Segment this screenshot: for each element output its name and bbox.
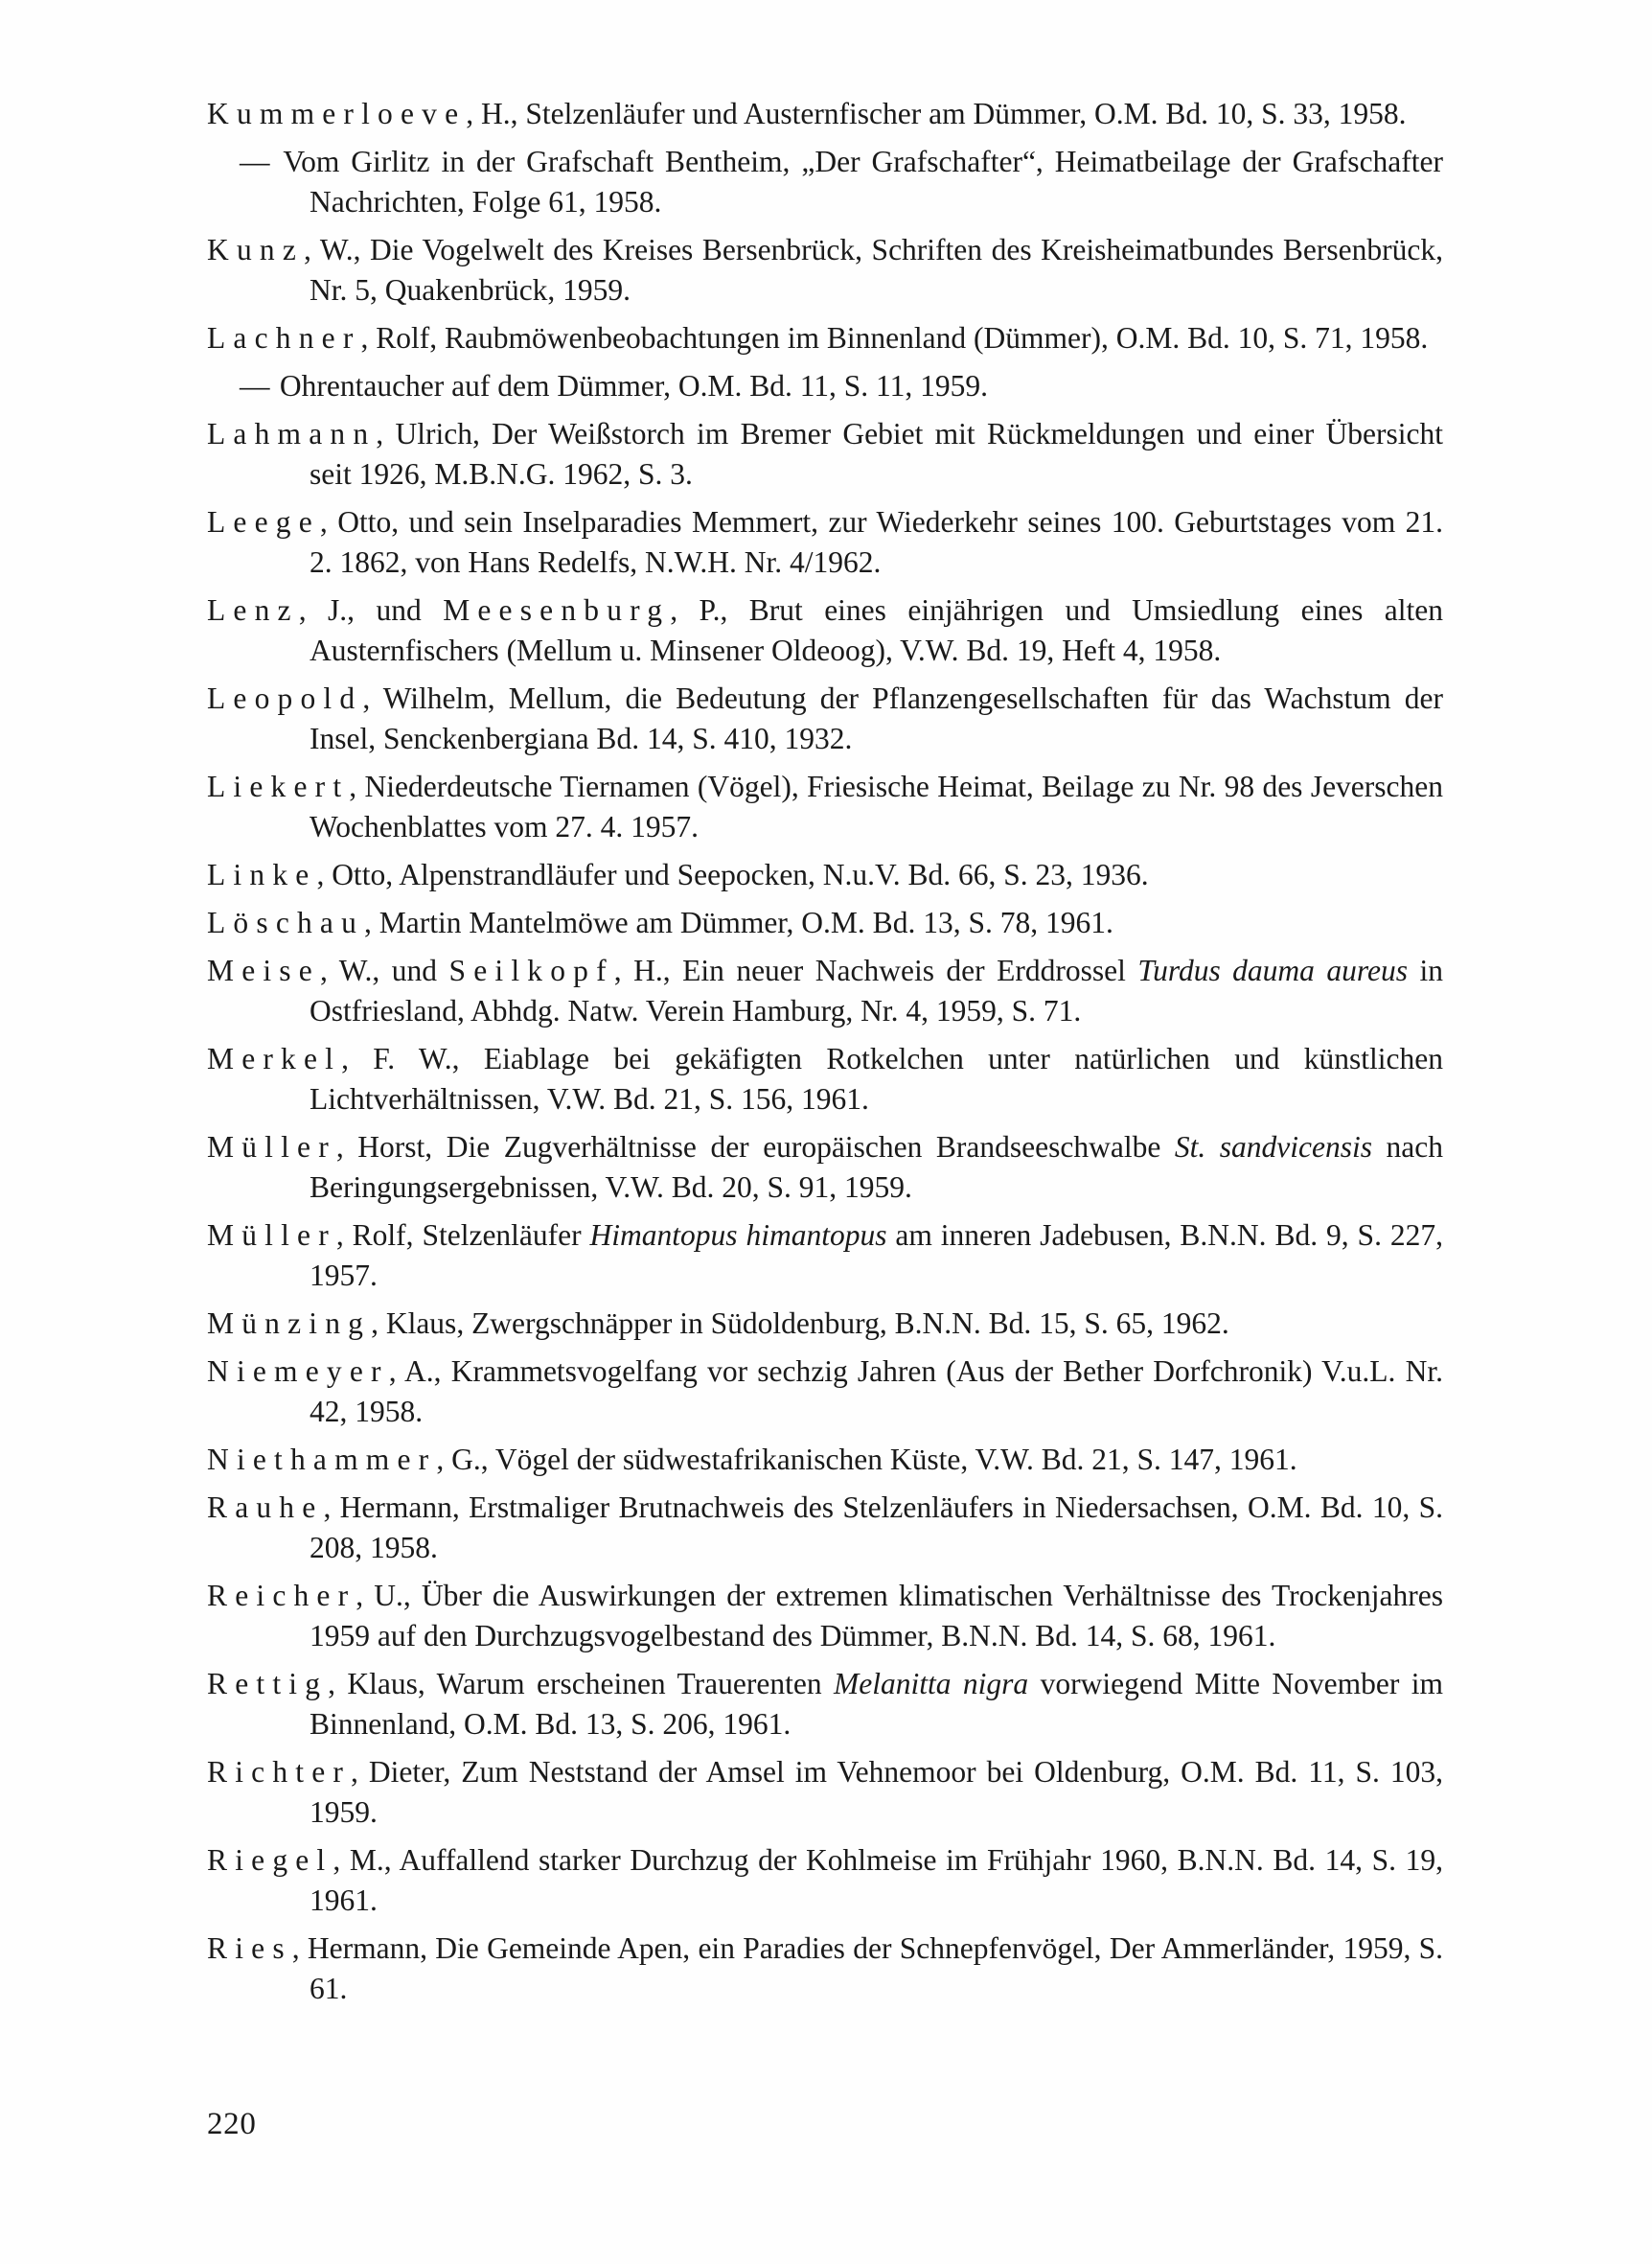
bibliography-entry <box>207 1752 1443 1833</box>
entry-author: Merkel <box>207 1042 342 1075</box>
entry-text-tail: in Ostfriesland, Abhdg. Natw. Verein Hamburg, Nr. 4, 1959, S. 71. <box>310 954 1443 1028</box>
entry-author: Linke <box>207 858 317 891</box>
entry-author: Lachner <box>207 321 361 355</box>
bibliography-entry <box>207 903 1443 943</box>
entry-author: Leege <box>207 505 320 539</box>
entry-author: Liekert <box>207 770 350 803</box>
bibliography-entry <box>207 94 1443 134</box>
bibliography-entry <box>207 679 1443 759</box>
page-number: 220 <box>207 2107 257 2141</box>
species-name: Melanitta nigra <box>834 1667 1029 1700</box>
entry-author: Richter <box>207 1755 352 1789</box>
entry-text: , W., Die Vogelwelt des Kreises Bersenbrück, Schriften des Kreisheimatbundes Bersenbrück, Nr. 5, Quakenbrück, 1959. <box>304 233 1443 307</box>
entry-text: , Rolf, Raubmöwenbeobachtungen im Binnenland (Dümmer), O.M. Bd. 10, S. 71, 1958. <box>360 321 1429 355</box>
entry-coauthor: Seilkopf <box>448 954 614 987</box>
entry-author: Reicher <box>207 1579 356 1612</box>
bibliography-entry <box>207 1488 1443 1568</box>
bibliography-entry <box>207 318 1443 358</box>
bibliography-entry <box>207 855 1443 895</box>
entry-text: , Ulrich, Der Weißstorch im Bremer Gebiet mit Rückmeldungen und einer Übersicht seit 1926, M.B.N.G. 1962, S. 3. <box>310 417 1443 491</box>
bibliography-list <box>207 94 1443 2017</box>
entry-dash: — <box>240 145 270 178</box>
entry-text: Ohrentaucher auf dem Dümmer, O.M. Bd. 11, S. 11, 1959. <box>272 369 989 403</box>
entry-text: , U., Über die Auswirkungen der extremen klimatischen Verhältnisse des Trockenjahres 1959 auf den Durchzugsvogelbestand des Dümmer, B.N.N. Bd. 14, S. 68, 1961. <box>310 1579 1443 1652</box>
entry-author: Müller <box>207 1130 336 1164</box>
bibliography-entry <box>207 366 1443 406</box>
entry-author: Lahmann <box>207 417 377 450</box>
bibliography-entry <box>207 1440 1443 1480</box>
entry-author: Kummerloeve <box>207 97 467 130</box>
entry-text: , Klaus, Warum erscheinen Trauerenten <box>328 1667 834 1700</box>
entry-author: Rauhe <box>207 1490 324 1524</box>
bibliography-entry <box>207 1215 1443 1296</box>
entry-text-continued: , P., Brut eines einjährigen und Umsiedlung eines alten Austernfischers (Mellum u. Minsener Oldeoog), V.W. Bd. 19, Heft 4, 1958. <box>310 593 1443 667</box>
species-name: Turdus dauma aureus <box>1137 954 1408 987</box>
entry-text-continued: , H., Ein neuer Nachweis der Erddrossel <box>613 954 1138 987</box>
entry-author: Ries <box>207 1931 292 1965</box>
entry-text: , Klaus, Zwergschnäpper in Südoldenburg, B.N.N. Bd. 15, S. 65, 1962. <box>371 1306 1229 1340</box>
entry-author: Kunz <box>207 233 304 266</box>
entry-author: Müller <box>207 1218 336 1252</box>
entry-text-tail: nach Beringungsergebnissen, V.W. Bd. 20, S. 91, 1959. <box>310 1130 1443 1204</box>
bibliography-entry <box>207 230 1443 311</box>
entry-text: , Wilhelm, Mellum, die Bedeutung der Pflanzengesellschaften für das Wachstum der Insel, Senckenbergiana Bd. 14, S. 410, 1932. <box>310 682 1443 755</box>
species-name: St. sandvicensis <box>1174 1130 1372 1164</box>
entry-text: , Otto, Alpenstrandläufer und Seepocken, N.u.V. Bd. 66, S. 23, 1936. <box>316 858 1149 891</box>
bibliography-entry <box>207 1840 1443 1921</box>
entry-text: , Niederdeutsche Tiernamen (Vögel), Friesische Heimat, Beilage zu Nr. 98 des Jeverschen Wochenblattes vom 27. 4. 1957. <box>310 770 1443 843</box>
bibliography-entry <box>207 590 1443 671</box>
bibliography-entry <box>207 1039 1443 1120</box>
bibliography-entry <box>207 767 1443 847</box>
bibliography-entry <box>207 1576 1443 1656</box>
entry-author: Riegel <box>207 1843 333 1877</box>
entry-author: Rettig <box>207 1667 329 1700</box>
entry-text: , F. W., Eiablage bei gekäfigten Rotkelchen unter natürlichen und künstlichen Lichtverhältnissen, V.W. Bd. 21, S. 156, 1961. <box>310 1042 1443 1116</box>
entry-text: , Hermann, Die Gemeinde Apen, ein Paradies der Schnepfenvögel, Der Ammerländer, 1959, S. 61. <box>291 1931 1443 2005</box>
species-name: Himantopus himantopus <box>589 1218 887 1252</box>
entry-text: , Dieter, Zum Neststand der Amsel im Vehnemoor bei Oldenburg, O.M. Bd. 11, S. 103, 1959. <box>310 1755 1443 1829</box>
entry-author: Lenz <box>207 593 299 627</box>
bibliography-entry <box>207 502 1443 583</box>
entry-text: , H., Stelzenläufer und Austernfischer am Dümmer, O.M. Bd. 10, S. 33, 1958. <box>466 97 1407 130</box>
bibliography-entry <box>207 142 1443 222</box>
entry-text: , Martin Mantelmöwe am Dümmer, O.M. Bd. 13, S. 78, 1961. <box>364 906 1113 939</box>
entry-author: Meise <box>207 954 320 987</box>
entry-text-tail: vorwiegend Mitte November im Binnenland, O.M. Bd. 13, S. 206, 1961. <box>310 1667 1444 1741</box>
entry-author: Münzing <box>207 1306 372 1340</box>
entry-text: , M., Auffallend starker Durchzug der Kohlmeise im Frühjahr 1960, B.N.N. Bd. 14, S. 19, 1961. <box>310 1843 1443 1917</box>
entry-author: Löschau <box>207 906 365 939</box>
entry-author: Niemeyer <box>207 1354 389 1388</box>
entry-text: , W., und <box>319 954 449 987</box>
bibliography-entry <box>207 1929 1443 2009</box>
entry-text-tail: am inneren Jadebusen, B.N.N. Bd. 9, S. 227, 1957. <box>310 1218 1443 1292</box>
entry-text: , G., Vögel der südwestafrikanischen Küste, V.W. Bd. 21, S. 147, 1961. <box>436 1443 1297 1476</box>
bibliography-entry <box>207 951 1443 1031</box>
bibliography-entry <box>207 1664 1443 1744</box>
bibliography-entry <box>207 1304 1443 1344</box>
entry-text: , Horst, Die Zugverhältnisse der europäischen Brandseeschwalbe <box>335 1130 1175 1164</box>
bibliography-entry <box>207 414 1443 495</box>
entry-text: , Rolf, Stelzenläufer <box>335 1218 590 1252</box>
entry-text: , J., und <box>298 593 444 627</box>
entry-text: Vom Girlitz in der Grafschaft Bentheim, „Der Grafschafter“, Heimatbeilage der Grafschafter Nachrichten, Folge 61, 1958. <box>272 145 1443 219</box>
entry-coauthor: Meesenburg <box>443 593 671 627</box>
entry-dash: — <box>240 369 270 403</box>
entry-text: , A., Krammetsvogelfang vor sechzig Jahren (Aus der Bether Dorfchronik) V.u.L. Nr. 42, 1958. <box>310 1354 1443 1428</box>
entry-text: , Otto, und sein Inselparadies Memmert, zur Wiederkehr seines 100. Geburtstages vom 21. 2. 1862, von Hans Redelfs, N.W.H. Nr. 4/1962. <box>310 505 1443 579</box>
bibliography-entry <box>207 1351 1443 1432</box>
entry-author: Leopold <box>207 682 363 715</box>
bibliography-entry <box>207 1127 1443 1208</box>
entry-text: , Hermann, Erstmaliger Brutnachweis des Stelzenläufers in Niedersachsen, O.M. Bd. 10, S. 208, 1958. <box>310 1490 1443 1564</box>
entry-author: Niethammer <box>207 1443 437 1476</box>
